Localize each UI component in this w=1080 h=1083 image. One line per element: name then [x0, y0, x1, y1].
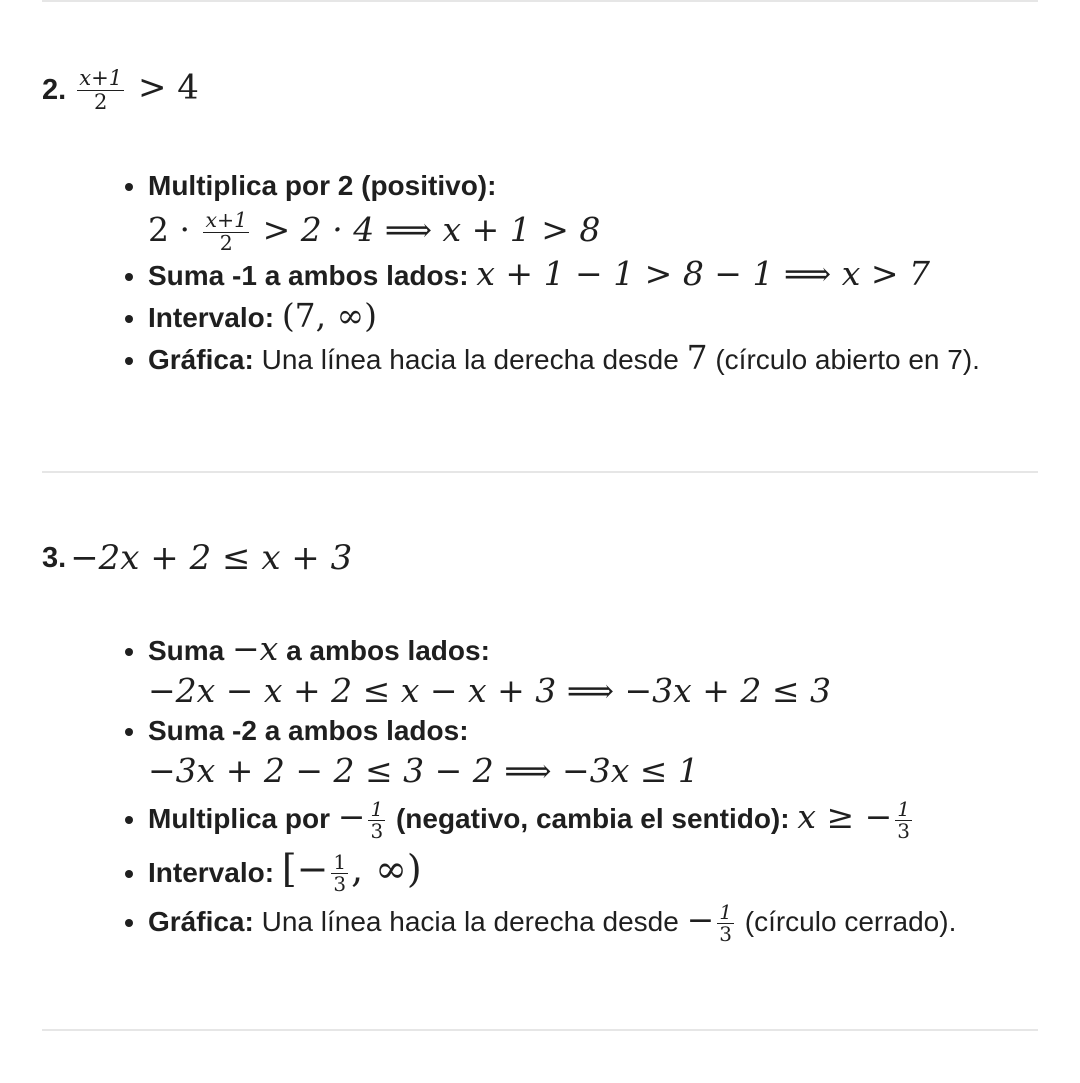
- step-math: −2x − x + 2 ≤ x − x + 3 ⟹ −3x + 2 ≤ 3: [148, 671, 832, 710]
- fraction-numerator: 1: [719, 900, 732, 925]
- step-label: Suma -2 a ambos lados:: [148, 715, 469, 746]
- graph-math: −: [686, 900, 715, 939]
- fraction-numerator: 1: [897, 797, 910, 822]
- step-item: [148, 712, 1080, 792]
- step-label: Suma: [148, 635, 233, 666]
- bottom-divider: [42, 1029, 1038, 1031]
- interval-value: [281, 847, 422, 896]
- step-label: (negativo, cambia el sentido):: [388, 803, 798, 834]
- problem-3-inequality: −2x + 2 ≤ x + 3: [70, 538, 353, 578]
- interval-value: (7, ∞): [281, 296, 378, 335]
- top-divider: [42, 0, 1038, 2]
- graph-text: (círculo cerrado).: [736, 906, 957, 937]
- interval-fraction: [331, 849, 348, 896]
- section-divider: [42, 471, 1038, 473]
- graph-text: (círculo abierto en 7).: [707, 344, 980, 375]
- step-math: −3x + 2 − 2 ≤ 3 − 2 ⟹ −3x ≤ 1: [148, 751, 699, 790]
- step-fraction: [203, 210, 249, 254]
- step-label: Suma -1 a ambos lados:: [148, 260, 477, 291]
- problem-2-fraction: [77, 67, 124, 112]
- math-part: , ∞): [351, 847, 422, 891]
- problem-2-heading: [42, 64, 199, 116]
- problem-3-steps: [104, 630, 1080, 945]
- fraction-numerator: 1: [370, 797, 384, 822]
- fraction-denominator: 3: [370, 819, 384, 844]
- step-item: [148, 338, 1080, 380]
- step-label-math: −x: [232, 629, 279, 668]
- math-part: > 2 · 4 ⟹ x + 1 > 8: [252, 210, 601, 249]
- graph-label: Gráfica:: [148, 344, 254, 375]
- step-label: a ambos lados:: [278, 635, 490, 666]
- step-item: [148, 792, 1080, 844]
- step-math: [148, 206, 1080, 254]
- step-item: [148, 254, 1080, 296]
- fraction-numerator: x+1: [79, 65, 123, 91]
- math-part: 2 ·: [148, 210, 201, 249]
- inequality-rest: > 4: [137, 68, 199, 108]
- interval-label: Intervalo:: [148, 302, 282, 333]
- step-item: [148, 844, 1080, 898]
- fraction-denominator: 3: [719, 922, 732, 947]
- step-label: Multiplica por: [148, 803, 338, 834]
- step-fraction: [368, 799, 385, 842]
- math-part: −: [337, 797, 366, 836]
- step-item: [148, 166, 1080, 254]
- fraction-denominator: 2: [93, 88, 108, 114]
- result-fraction: [895, 799, 912, 842]
- graph-math: 7: [686, 338, 708, 377]
- problem-3-number: 3.: [42, 541, 67, 574]
- graph-fraction: [717, 902, 734, 945]
- step-label: Multiplica por 2 (positivo):: [148, 170, 497, 201]
- fraction-numerator: 1: [333, 849, 347, 874]
- step-item: [148, 296, 1080, 338]
- problem-2-inequality: [74, 67, 199, 112]
- step-math: x + 1 − 1 > 8 − 1 ⟹ x > 7: [476, 254, 930, 293]
- graph-label: Gráfica:: [148, 906, 254, 937]
- math-part: [−: [281, 847, 329, 891]
- interval-label: Intervalo:: [148, 857, 282, 888]
- problem-2-steps: [104, 166, 1080, 380]
- step-math: x ≥ −: [797, 797, 893, 836]
- graph-text: Una línea hacia la derecha desde: [253, 906, 687, 937]
- problem-3-heading: [42, 534, 352, 582]
- graph-text: Una línea hacia la derecha desde: [253, 344, 687, 375]
- fraction-denominator: 3: [333, 871, 347, 896]
- fraction-denominator: 3: [897, 819, 910, 844]
- fraction-numerator: x+1: [205, 208, 248, 233]
- step-item: [148, 630, 1080, 712]
- fraction-denominator: 2: [219, 230, 233, 255]
- problem-2-number: 2.: [42, 73, 67, 106]
- step-item: [148, 898, 1080, 945]
